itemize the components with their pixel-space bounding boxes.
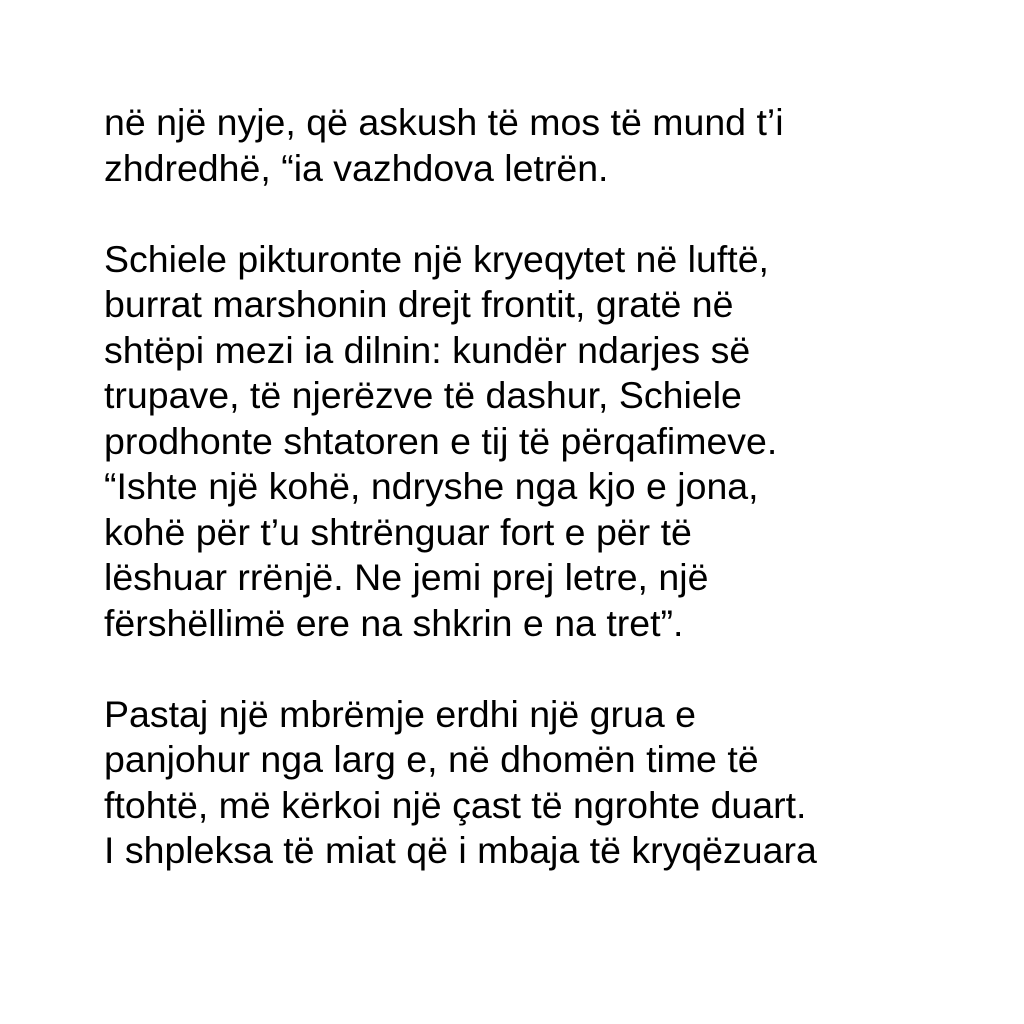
paragraph-spacer bbox=[104, 646, 1004, 692]
text-line: zhdredhë, “ia vazhdova letrën. bbox=[104, 146, 609, 189]
text-line: prodhonte shtatoren e tij të përqafimeve. bbox=[104, 419, 778, 462]
text-line: “Ishte një kohë, ndryshe nga kjo e jona, bbox=[104, 465, 759, 507]
text-line: ftohtë, më kërkoi një çast të ngrohte duart. bbox=[104, 783, 807, 826]
text-line: I shpleksa të miat që i mbaja të kryqëzuara bbox=[104, 829, 817, 871]
paragraph-1 bbox=[104, 100, 1004, 191]
paragraph-3 bbox=[104, 692, 1004, 874]
text-line: burrat marshonin drejt frontit, gratë në bbox=[104, 283, 734, 325]
document-text bbox=[104, 100, 1004, 874]
text-line: Pastaj një mbrëmje erdhi një grua e bbox=[104, 692, 696, 735]
text-line: fërshëllimë ere na shkrin e na tret”. bbox=[104, 601, 684, 644]
text-line: trupave, të njerëzve të dashur, Schiele bbox=[104, 374, 742, 416]
paragraph-spacer bbox=[104, 191, 1004, 237]
text-line: shtëpi mezi ia dilnin: kundër ndarjes së bbox=[104, 328, 751, 371]
text-line: në një nyje, që askush të mos të mund t’i bbox=[104, 101, 784, 143]
paragraph-2 bbox=[104, 237, 1004, 647]
text-line: panjohur nga larg e, në dhomën time të bbox=[104, 738, 759, 780]
text-line: Schiele pikturonte një kryeqytet në luftë, bbox=[104, 237, 769, 280]
text-line: kohë për t’u shtrënguar fort e për të bbox=[104, 510, 692, 553]
text-line: lëshuar rrënjë. Ne jemi prej letre, një bbox=[104, 556, 709, 598]
